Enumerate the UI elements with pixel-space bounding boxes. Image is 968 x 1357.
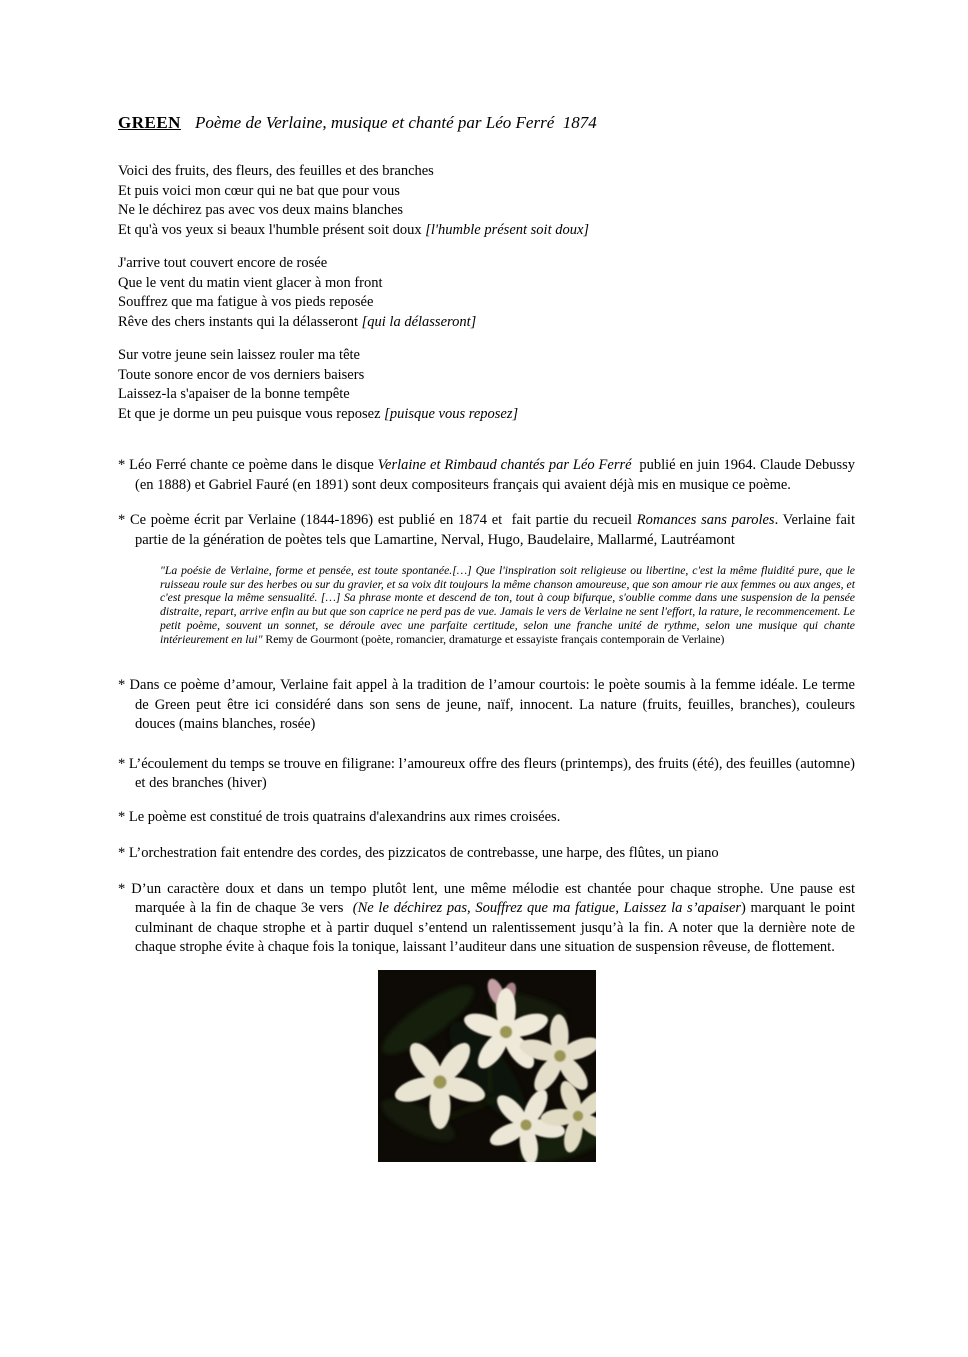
note-leo-ferre-disc: * Léo Ferré chante ce poème dans le disque Verlaine et Rimbaud chantés par Léo Ferré publié en juin 1964. Claude Debussy (en 1888) et Gabriel Fauré (en 1891) sont deux compositeurs français qui avaient déjà mis en musique ce poème. <box>118 457 859 493</box>
title-subtitle: Poème de Verlaine, musique et chanté par Léo Ferré 1874 <box>194 113 597 132</box>
poem-stanza-1 <box>118 162 855 240</box>
document-content <box>118 112 859 1167</box>
figure-container <box>118 970 855 1167</box>
critic-quote-gourmont: "La poésie de Verlaine, forme et pensée, est toute spontanée.[…] Que l'inspiration soit religieuse ou libertine, c'est la même fluidité pure, que le ruisseau roule sur des herbes ou sur du gravier, et sa voix dit toujours la même chanson amoureuse, que son amour rie aux femmes ou aux anges, et c'est presque la même sensualité. […] Sa phrase monte et descend de ton, tout à coup bifurque, s'oublie comme dans une suspension de la pensée distraite, repart, arrive enfin au but que son caprice ne perd pas de vue. Jamais le vers de Verlaine ne sent l'effort, la rature, le recommencement. Le petit poème, souvent un sonnet, se déroule avec une parfaite certitude, selon une franche unité de rythme, selon une musique qui chante intérieurement en lui" Remy de Gourmont (poète, romancier, dramaturge et essayiste français contemporain de Verlaine) <box>160 564 858 646</box>
note-orchestration: * L’orchestration fait entendre des cordes, des pizzicatos de contrebasse, une harpe, des flûtes, un piano <box>118 845 719 862</box>
notes-section <box>118 456 859 958</box>
note-quatrains: * Le poème est constitué de trois quatrains d'alexandrins aux rimes croisées. <box>118 808 561 825</box>
note-poem-publication: * Ce poème écrit par Verlaine (1844-1896) est publié en 1874 et fait partie du recueil Romances sans paroles. Verlaine fait partie de la génération de poètes tels que Lamartine, Nerval, Hugo, Baudelaire, Mallarmé, Lautréamont <box>118 512 859 548</box>
jasmine-flowers-photo <box>378 970 596 1162</box>
poem-stanza-2 <box>118 254 855 332</box>
poem-line: Laissez-la s'apaiser de la bonne tempête <box>118 386 350 402</box>
poem-line: Voici des fruits, des fleurs, des feuilles et des branches <box>118 163 434 179</box>
title-heading: GREEN <box>118 113 181 132</box>
note-ecoulement-temps: * L’écoulement du temps se trouve en filigrane: l’amoureux offre des fleurs (printemps), des fruits (été), des feuilles (automne) et des branches (hiver) <box>118 755 859 792</box>
poem-line: Et que je dorme un peu puisque vous reposez [puisque vous reposez] <box>118 405 519 422</box>
poem-line: Souffrez que ma fatigue à vos pieds reposée <box>118 294 374 310</box>
poem <box>118 162 855 424</box>
note-amour-courtois: * Dans ce poème d’amour, Verlaine fait appel à la tradition de l’amour courtois: le poète soumis à la femme idéale. Le terme de Green peut être ici considéré dans son sens de jeune, naïf, innocent. La nature (fruits, feuilles, branches), couleurs douces (mains blanches, rosée) <box>118 677 859 733</box>
poem-line: Sur votre jeune sein laissez rouler ma tête <box>118 347 360 363</box>
poem-line: Et qu'à vos yeux si beaux l'humble présent soit doux [l'humble présent soit doux] <box>118 221 590 238</box>
document-title <box>118 112 855 134</box>
poem-line: Et puis voici mon cœur qui ne bat que pour vous <box>118 182 400 199</box>
poem-line: J'arrive tout couvert encore de rosée <box>118 255 328 271</box>
poem-stanza-3 <box>118 346 855 424</box>
poem-line: Toute sonore encor de vos derniers baisers <box>118 366 365 383</box>
note-tempo-melodie: * D’un caractère doux et dans un tempo plutôt lent, une même mélodie est chantée pour chaque strophe. Une pause est marquée à la fin de chaque 3e vers (Ne le déchirez pas, Souffrez que ma fatigue, Laissez la s’apaiser) marquant le point culminant de chaque strophe et à partir duquel s’entend un ralentissement jusqu’à la fin. A noter que la dernière note de chaque strophe évite à chaque fois la tonique, laissant l’auditeur dans une situation de suspension rêveuse, de flottement. <box>118 880 859 956</box>
poem-line: Que le vent du matin vient glacer à mon front <box>118 274 383 291</box>
poem-line: Rêve des chers instants qui la délasseront [qui la délasseront] <box>118 313 477 330</box>
poem-line: Ne le déchirez pas avec vos deux mains blanches <box>118 202 404 218</box>
